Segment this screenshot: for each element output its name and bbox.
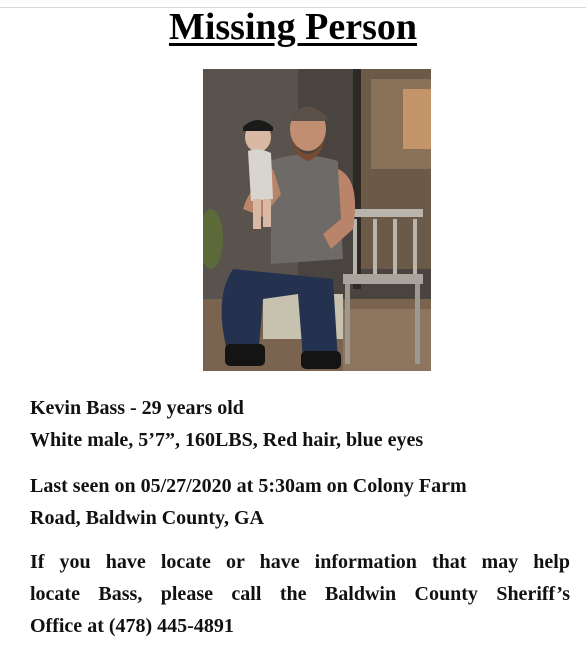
contact-line-1: If you have locate or have information that may help [30,551,570,573]
poster-title: Missing Person [168,6,418,48]
physical-description-text: White male, 5’7”, 160LBS, Red hair, blue eyes [30,429,424,451]
last-seen-line-2: Road, Baldwin County, GA [30,507,264,529]
person-details [30,392,570,456]
name-age-text: Kevin Bass - 29 years old [30,397,244,419]
contact-information [30,546,570,642]
contact-line-2: locate Bass, please call the Baldwin County Sheriff’s [30,583,570,605]
missing-person-photo [203,69,431,371]
last-seen-details [30,470,570,534]
contact-line-3: Office at (478) 445-4891 [30,615,234,637]
last-seen-line-1: Last seen on 05/27/2020 at 5:30am on Colony Farm [30,475,467,497]
